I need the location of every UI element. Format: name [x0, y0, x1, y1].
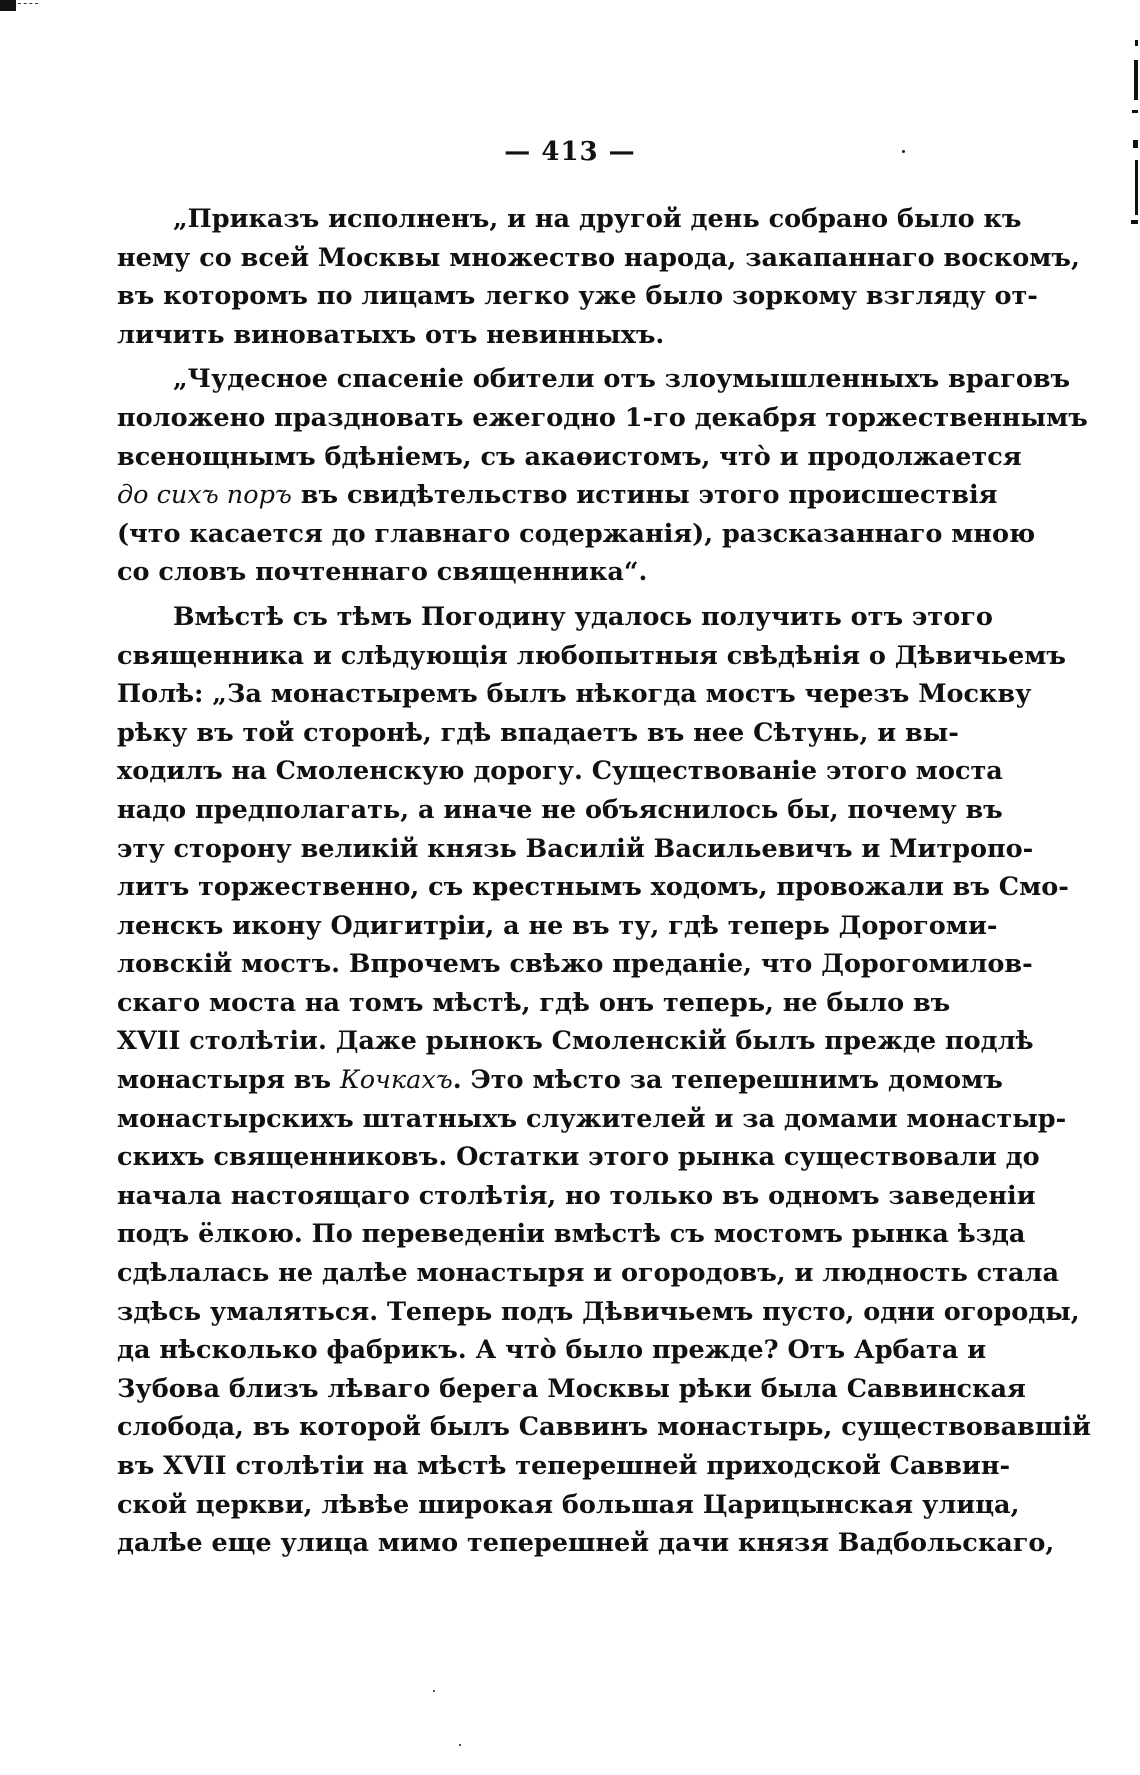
- scan-edge-mark: [1130, 40, 1138, 230]
- text-line: подъ ёлкою. По переведеніи вмѣстѣ съ мостомъ рынка ѣзда: [117, 1219, 1026, 1250]
- text-run: монастыря въ: [117, 1065, 340, 1096]
- text-line: ской церкви, лѣвѣе широкая большая Царицынская улица,: [117, 1489, 1020, 1520]
- italic-run: Кочкахъ: [339, 1065, 453, 1096]
- text-line: Зубова близъ лѣваго берега Москвы рѣки была Саввинская: [117, 1373, 1026, 1404]
- text-line: начала настоящаго столѣтія, но только въ одномъ заведеніи: [117, 1180, 1036, 1211]
- text-line: „Приказъ исполненъ, и на другой день собрано было къ: [173, 204, 1022, 234]
- text-line: эту сторону великій князь Василій Васильевичъ и Митропо-: [117, 833, 1034, 864]
- text-run: . Это мѣсто за теперешнимъ домомъ: [452, 1065, 1003, 1096]
- text-line: въ XVII столѣтіи на мѣстѣ теперешней приходской Саввин-: [117, 1451, 1011, 1481]
- paragraph: [117, 200, 1080, 354]
- text-line: Полѣ: „За монастыремъ былъ нѣкогда мостъ черезъ Москву: [117, 679, 1032, 710]
- text-line: (что касается до главнаго содержанія), разсказаннаго мною: [117, 518, 1036, 549]
- text-line: „Чудесное спасеніе обители отъ злоумышленныхъ враговъ: [173, 364, 1071, 395]
- scan-speck: [459, 1744, 461, 1746]
- text-line: ловскій мостъ. Впрочемъ свѣжо преданіе, что Дорогомилов-: [117, 949, 1033, 980]
- body-text: [117, 200, 1091, 1569]
- italic-run: до сихъ поръ: [117, 480, 292, 511]
- text-line: положено праздновать ежегодно 1-го декабря торжественнымъ: [117, 402, 1088, 433]
- text-line: ходилъ на Смоленскую дорогу. Существованіе этого моста: [117, 756, 1003, 787]
- text-line: надо предполагать, а иначе не объяснилось бы, почему въ: [117, 794, 1003, 825]
- text-line: скаго моста на томъ мѣстѣ, гдѣ онъ теперь, не было въ: [117, 987, 951, 1018]
- text-line: литъ торжественно, съ крестнымъ ходомъ, провожали въ Смо-: [117, 872, 1069, 903]
- text-line: въ которомъ по лицамъ легко уже было зоркому взгляду от-: [117, 281, 1038, 312]
- paragraph: [117, 360, 1088, 592]
- text-line: личить виноватыхъ отъ невинныхъ.: [117, 319, 665, 350]
- text-line: здѣсь умаляться. Теперь подъ Дѣвичьемъ пусто, одни огороды,: [117, 1296, 1080, 1327]
- text-line: сдѣлалась не далѣе монастыря и огородовъ, и людность стала: [117, 1258, 1060, 1289]
- text-line: [117, 476, 998, 515]
- text-line: XVII столѣтіи. Даже рынокъ Смоленскій былъ прежде подлѣ: [117, 1026, 1034, 1057]
- text-line: ленскъ икону Одигитріи, а не въ ту, гдѣ теперь Дорогоми-: [117, 910, 998, 941]
- page-number: — 413 —: [504, 137, 636, 167]
- text-line: рѣку въ той сторонѣ, гдѣ впадаетъ въ нее Сѣтунь, и вы-: [117, 717, 959, 748]
- text-line: нему со всей Москвы множество народа, закапаннаго воскомъ,: [117, 242, 1080, 273]
- text-line: да нѣсколько фабрикъ. А что̀ было прежде? Отъ Арбата и: [117, 1335, 987, 1366]
- text-line: Вмѣстѣ съ тѣмъ Погодину удалось получить отъ этого: [173, 601, 993, 632]
- text-line: слобода, въ которой былъ Саввинъ монастырь, существовавшій: [117, 1412, 1091, 1443]
- text-line: скихъ священниковъ. Остатки этого рынка существовали до: [117, 1142, 1040, 1173]
- text-line: со словъ почтеннаго священника“.: [117, 557, 648, 588]
- scan-speck: [433, 1690, 435, 1692]
- text-line: далѣе еще улица мимо теперешней дачи князя Вадбольскаго,: [117, 1528, 1055, 1559]
- scan-corner-mark: [0, 0, 40, 14]
- text-line: всенощнымъ бдѣніемъ, съ акаѳистомъ, что̀ и продолжается: [117, 441, 1022, 472]
- text-line: монастырскихъ штатныхъ служителей и за домами монастыр-: [117, 1103, 1067, 1134]
- text-line: священника и слѣдующія любопытныя свѣдѣнія о Дѣвичьемъ: [117, 640, 1066, 671]
- text-line: [117, 1061, 1003, 1100]
- paragraph: [117, 598, 1091, 1563]
- text-run: въ свидѣтельство истины этого происшествія: [291, 480, 998, 511]
